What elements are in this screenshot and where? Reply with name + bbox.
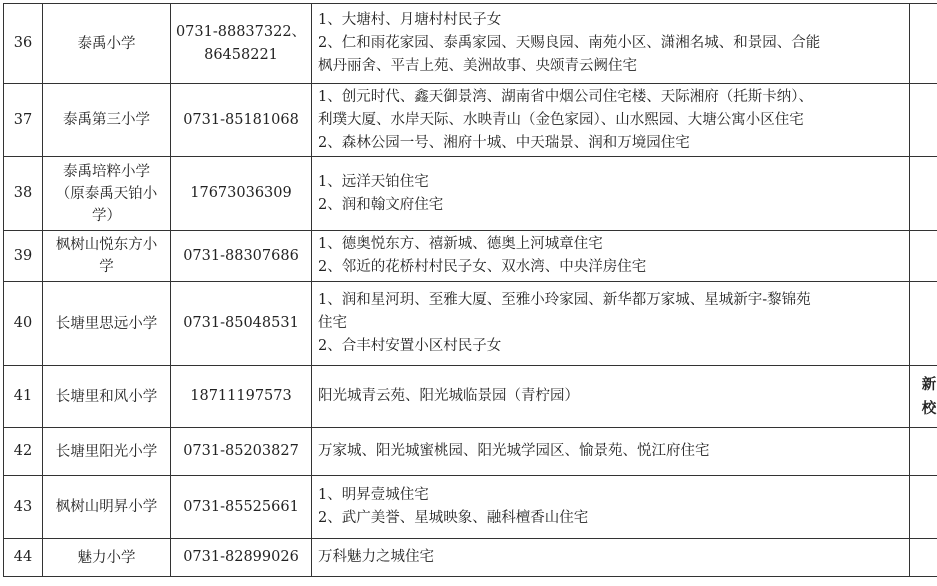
table-row bbox=[4, 366, 937, 428]
phone-cell bbox=[171, 539, 312, 577]
phone-cell bbox=[171, 366, 312, 428]
area-line: 2、合丰村安置小区村民子女 bbox=[318, 338, 502, 354]
phone-cell bbox=[171, 84, 312, 157]
enrollment-area bbox=[312, 84, 910, 157]
table-row bbox=[4, 231, 937, 282]
enrollment-area bbox=[312, 282, 910, 366]
school-name: 枫树山悦东方小学 bbox=[43, 231, 171, 282]
phone-number: 0731-85181068 bbox=[183, 111, 299, 128]
row-number: 36 bbox=[4, 4, 43, 84]
school-name: 长塘里思远小学 bbox=[43, 282, 171, 366]
area-line: 1、大塘村、月塘村村民子女 bbox=[318, 12, 502, 28]
school-name: 泰禹小学 bbox=[43, 4, 171, 84]
phone-number: 17673036309 bbox=[190, 185, 292, 201]
school-name: 魅力小学 bbox=[43, 539, 171, 577]
area-line: 2、武广美誉、星城映象、融科檀香山住宅 bbox=[318, 510, 589, 526]
area-line: 1、创元时代、鑫天御景湾、湖南省中烟公司住宅楼、天际湘府（托斯卡纳）、 bbox=[318, 88, 813, 105]
note-cell bbox=[910, 428, 937, 476]
phone-number: 0731-85525661 bbox=[183, 498, 299, 515]
row-number: 37 bbox=[4, 84, 43, 157]
row-number: 44 bbox=[4, 539, 43, 577]
note-cell bbox=[910, 539, 937, 577]
phone-number: 18711197573 bbox=[190, 388, 292, 404]
school-name: 泰禹第三小学 bbox=[43, 84, 171, 157]
phone-number: 0731-82899026 bbox=[183, 549, 299, 565]
table-row bbox=[4, 476, 937, 539]
phone-cell bbox=[171, 231, 312, 282]
enrollment-area bbox=[312, 539, 910, 577]
note-text: 新校 bbox=[921, 375, 937, 417]
enrollment-area bbox=[312, 366, 910, 428]
note-badge-new-school bbox=[910, 366, 937, 428]
school-name: 长塘里阳光小学 bbox=[43, 428, 171, 476]
school-district-table bbox=[3, 3, 937, 577]
row-number: 43 bbox=[4, 476, 43, 539]
enrollment-area bbox=[312, 4, 910, 84]
table-row bbox=[4, 428, 937, 476]
area-line: 住宅 bbox=[318, 315, 347, 331]
table-row bbox=[4, 157, 937, 231]
area-line: 利璞大厦、水岸天际、水映青山（金色家园）、山水熙园、大塘公寓小区住宅 bbox=[318, 111, 804, 128]
school-name: 枫树山明昇小学 bbox=[43, 476, 171, 539]
row-number: 39 bbox=[4, 231, 43, 282]
school-name: 泰禹培粹小学（原泰禹天铂小学） bbox=[43, 157, 171, 231]
phone-number: 86458221 bbox=[204, 46, 278, 63]
school-name: 长塘里和风小学 bbox=[43, 366, 171, 428]
table-row bbox=[4, 539, 937, 577]
note-cell bbox=[910, 84, 937, 157]
table-row bbox=[4, 84, 937, 157]
row-number: 42 bbox=[4, 428, 43, 476]
phone-number: 0731-88307686 bbox=[183, 247, 299, 264]
area-line: 1、润和星河玥、至雅大厦、至雅小玲家园、新华都万家城、星城新宇-黎锦苑 bbox=[318, 292, 811, 308]
area-line: 万科魅力之城住宅 bbox=[318, 549, 434, 565]
area-line: 2、润和翰文府住宅 bbox=[318, 196, 444, 213]
note-cell bbox=[910, 231, 937, 282]
area-line: 2、仁和雨花家园、泰禹家园、天赐良园、南苑小区、潇湘名城、和景园、合能 bbox=[318, 35, 821, 51]
phone-cell bbox=[171, 476, 312, 539]
area-line: 1、远洋天铂住宅 bbox=[318, 173, 429, 190]
phone-cell bbox=[171, 157, 312, 231]
phone-number: 0731-85048531 bbox=[183, 315, 299, 331]
phone-number: 0731-88837322、 bbox=[175, 23, 307, 40]
note-cell bbox=[910, 476, 937, 539]
phone-cell bbox=[171, 428, 312, 476]
phone-cell bbox=[171, 4, 312, 84]
enrollment-area bbox=[312, 428, 910, 476]
area-line: 1、明昇壹城住宅 bbox=[318, 487, 429, 503]
enrollment-area bbox=[312, 157, 910, 231]
table-row bbox=[4, 282, 937, 366]
note-cell bbox=[910, 282, 937, 366]
note-cell bbox=[910, 157, 937, 231]
row-number: 40 bbox=[4, 282, 43, 366]
area-line: 枫丹丽舍、平吉上苑、美洲故事、央颂青云阙住宅 bbox=[318, 58, 637, 74]
area-line: 阳光城青云苑、阳光城临景园（青柠园） bbox=[318, 388, 579, 404]
row-number: 38 bbox=[4, 157, 43, 231]
area-line: 2、森林公园一号、湘府十城、中天瑞景、润和万境园住宅 bbox=[318, 134, 690, 151]
note-cell bbox=[910, 4, 937, 84]
enrollment-area bbox=[312, 476, 910, 539]
area-line: 万家城、阳光城蜜桃园、阳光城学园区、愉景苑、悦江府住宅 bbox=[318, 443, 710, 459]
area-line: 2、邻近的花桥村村民子女、双水湾、中央洋房住宅 bbox=[318, 259, 647, 275]
phone-number: 0731-85203827 bbox=[183, 443, 299, 459]
phone-cell bbox=[171, 282, 312, 366]
area-line: 1、德奥悦东方、禧新城、德奥上河城章住宅 bbox=[318, 236, 603, 252]
enrollment-area bbox=[312, 231, 910, 282]
table-row bbox=[4, 4, 937, 84]
row-number: 41 bbox=[4, 366, 43, 428]
